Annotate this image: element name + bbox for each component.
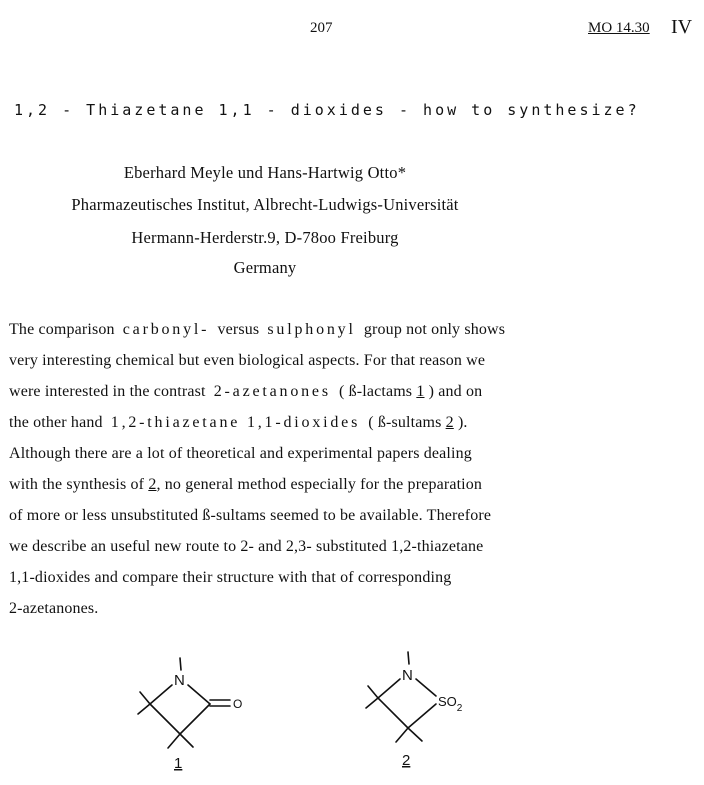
methyl-bond xyxy=(168,734,180,748)
body-line-5: Although there are a lot of theoretical and experimental papers dealing xyxy=(9,445,472,462)
methyl-bond xyxy=(140,692,150,704)
subscript-2: 2 xyxy=(456,703,463,714)
page-number: 207 xyxy=(310,20,333,36)
compound-ref-2: 2 xyxy=(445,414,454,431)
ring-bond xyxy=(150,685,172,704)
body-line-1 xyxy=(9,321,505,339)
body-line-6 xyxy=(9,476,482,494)
ring-bond xyxy=(180,704,210,734)
text-span: ). xyxy=(457,414,468,431)
so-text: SO xyxy=(438,694,457,709)
authors: Eberhard Meyle und Hans-Hartwig Otto* xyxy=(123,163,407,182)
lactam-oxygen-label: O xyxy=(233,697,243,711)
text-span: ( ß-sultams xyxy=(368,414,442,431)
methyl-bond xyxy=(180,734,193,747)
text-span: , no general method especially for the preparation xyxy=(156,476,483,493)
ring-bond xyxy=(150,704,180,734)
chemical-structures xyxy=(120,648,500,778)
methyl-bond xyxy=(366,698,378,708)
paper-title: 1,2 - Thiazetane 1,1 - dioxides - how to synthesize? xyxy=(14,101,640,119)
text-span: group not only shows xyxy=(363,321,506,338)
sultam-structure-2 xyxy=(366,652,436,742)
body-line-9: 1,1-dioxides and compare their structure with that of corresponding xyxy=(9,569,452,586)
spaced-term-thiazetane: 1,2-thiazetane 1,1-dioxides xyxy=(110,414,361,431)
institute: Pharmazeutisches Institut, Albrecht-Ludwigs-Universität xyxy=(71,195,459,214)
methyl-bond xyxy=(396,728,408,742)
sultam-nitrogen-label: N xyxy=(402,667,413,684)
n-substituent-bond xyxy=(408,652,409,664)
sultam-compound-number: 2 xyxy=(402,752,411,769)
body-line-7: of more or less unsubstituted ß-sultams seemed to be available. Therefore xyxy=(9,507,492,524)
address: Hermann-Herderstr.9, D-78oo Freiburg xyxy=(131,228,399,247)
country: Germany xyxy=(233,258,297,277)
body-line-3 xyxy=(9,383,482,401)
sultam-so2-label xyxy=(438,694,463,714)
spaced-term-carbonyl: carbonyl- xyxy=(122,321,210,338)
text-span: The comparison xyxy=(9,321,115,338)
compound-ref-2: 2 xyxy=(148,476,157,493)
body-line-10: 2-azetanones. xyxy=(9,600,99,617)
lactam-nitrogen-label: N xyxy=(174,672,185,689)
ring-bond xyxy=(378,698,408,728)
body-line-2: very interesting chemical but even biological aspects. For that reason we xyxy=(9,352,486,369)
spaced-term-sulphonyl: sulphonyl xyxy=(267,321,356,338)
text-span: with the synthesis of xyxy=(9,476,145,493)
methyl-bond xyxy=(138,704,150,714)
ring-bond xyxy=(378,679,400,698)
spaced-term-azetanones: 2-azetanones xyxy=(213,383,331,400)
text-span: were interested in the contrast xyxy=(9,383,206,400)
methyl-bond xyxy=(408,728,422,741)
lactam-compound-number: 1 xyxy=(174,755,183,772)
session-code: MO 14.30 xyxy=(588,20,650,36)
compound-ref-1: 1 xyxy=(416,383,425,400)
methyl-bond xyxy=(368,686,378,698)
body-line-8: we describe an useful new route to 2- and 2,3- substituted 1,2-thiazetane xyxy=(9,538,484,555)
ring-bond xyxy=(416,679,436,696)
text-span: ( ß-lactams xyxy=(339,383,413,400)
text-span: the other hand xyxy=(9,414,103,431)
ring-bond xyxy=(408,704,436,728)
text-span: ) and on xyxy=(428,383,483,400)
text-span: versus xyxy=(217,321,260,338)
body-line-4 xyxy=(9,414,468,432)
ring-bond xyxy=(188,685,210,704)
n-substituent-bond xyxy=(180,658,181,670)
section-roman-numeral: IV xyxy=(671,16,693,38)
